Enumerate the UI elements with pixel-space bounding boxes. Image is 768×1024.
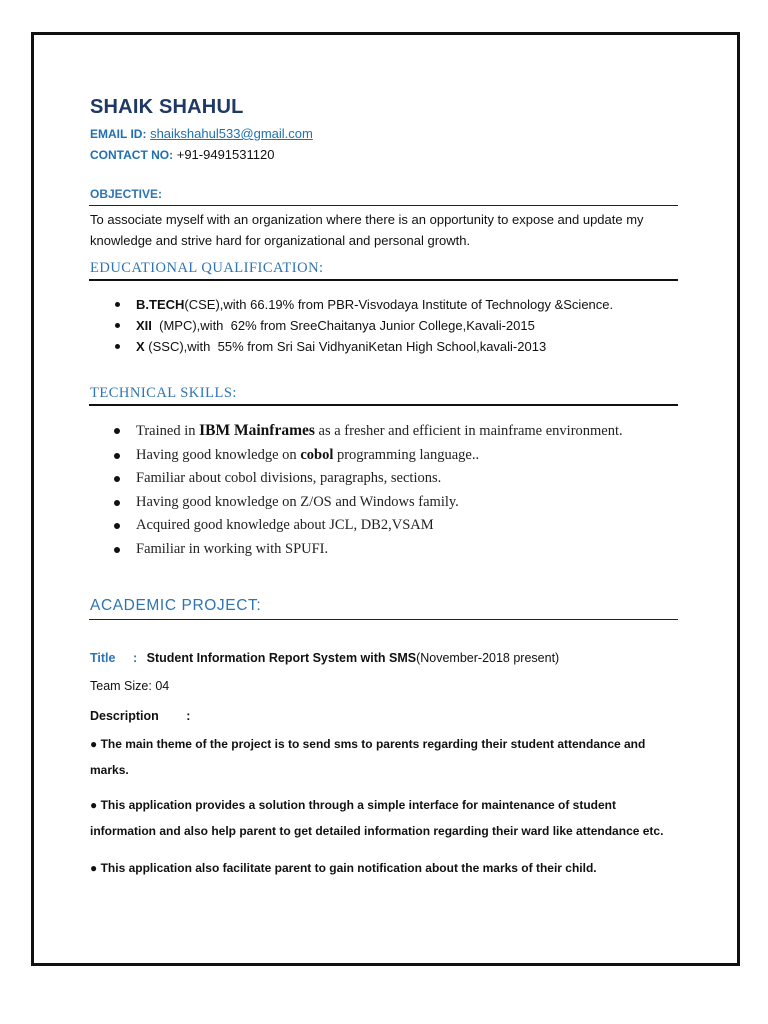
contact-number: +91-9491531120 (176, 147, 275, 162)
description-label: Description (90, 709, 159, 723)
objective-heading: OBJECTIVE: (90, 187, 163, 201)
project-title-separator: : (132, 651, 138, 665)
description-bullet: ● The main theme of the project is to send sms to parents regarding their student attendance and marks. (90, 737, 646, 777)
skills-list (113, 419, 623, 562)
objective-text: To associate myself with an organization where there is an opportunity to expose and update my knowledge and strive hard for organizational and personal growth. (90, 212, 644, 248)
skill-item (113, 444, 623, 468)
degree-detail: (MPC),with 62% from SreeChaitanya Junior College,Kavali-2015 (151, 318, 535, 333)
team-size-value: 04 (155, 679, 170, 693)
skill-item: Having good knowledge on Z/OS and Windows family. (113, 491, 623, 515)
email-row (90, 126, 313, 141)
skill-item: Familiar about cobol divisions, paragraphs, sections. (113, 467, 623, 491)
skills-divider (89, 404, 678, 406)
project-divider (89, 619, 678, 620)
objective-divider (89, 205, 678, 206)
degree-detail: (SSC),with 55% from Sri Sai VidhyaniKetan High School,kavali-2013 (144, 339, 547, 354)
project-title-row (90, 651, 559, 665)
skills-heading: TECHNICAL SKILLS: (90, 385, 237, 401)
skill-item: Familiar in working with SPUFI. (113, 538, 623, 562)
skill-highlight: IBM Mainframes (199, 422, 315, 439)
contact-label: CONTACT NO: (90, 148, 174, 162)
education-item (112, 294, 613, 315)
education-divider (89, 279, 678, 281)
skill-text: Trained in (136, 423, 200, 439)
degree-name: B.TECH (136, 297, 185, 312)
contact-row (90, 147, 274, 162)
skill-highlight: cobol (300, 446, 334, 463)
skill-text: programming language.. (333, 446, 480, 463)
team-size-label: Team Size: (90, 679, 152, 693)
skill-item: Acquired good knowledge about JCL, DB2,VSAM (113, 514, 623, 538)
email-link[interactable]: shaikshahul533@gmail.com (150, 126, 313, 141)
project-period: (November-2018 present) (416, 651, 560, 665)
education-item (112, 336, 613, 357)
project-title: Student Information Report System with SMS (146, 651, 417, 665)
candidate-name: SHAIK SHAHUL (90, 96, 244, 118)
description-row (90, 709, 190, 723)
project-title-label: Title (90, 651, 116, 665)
degree-detail: (CSE),with 66.19% from PBR-Visvodaya Institute of Technology &Science. (184, 297, 614, 312)
skill-text: as a fresher and efficient in mainframe environment. (314, 423, 623, 439)
degree-name: XII (136, 318, 152, 333)
project-heading: ACADEMIC PROJECT: (90, 597, 262, 614)
education-heading: EDUCATIONAL QUALIFICATION: (90, 260, 324, 276)
email-label: EMAIL ID: (90, 127, 147, 141)
team-size-row (90, 679, 169, 693)
education-item (112, 315, 613, 336)
degree-name: X (136, 339, 145, 354)
skill-item (113, 419, 623, 444)
skill-text: Having good knowledge on (136, 446, 301, 463)
description-separator: : (186, 709, 191, 723)
description-bullet: ● This application also facilitate parent to gain notification about the marks of their child. (90, 861, 597, 875)
education-list (112, 294, 613, 357)
description-bullet: ● This application provides a solution through a simple interface for maintenance of student information and also help parent to get detailed information regarding their ward like attendance etc. (90, 798, 664, 838)
